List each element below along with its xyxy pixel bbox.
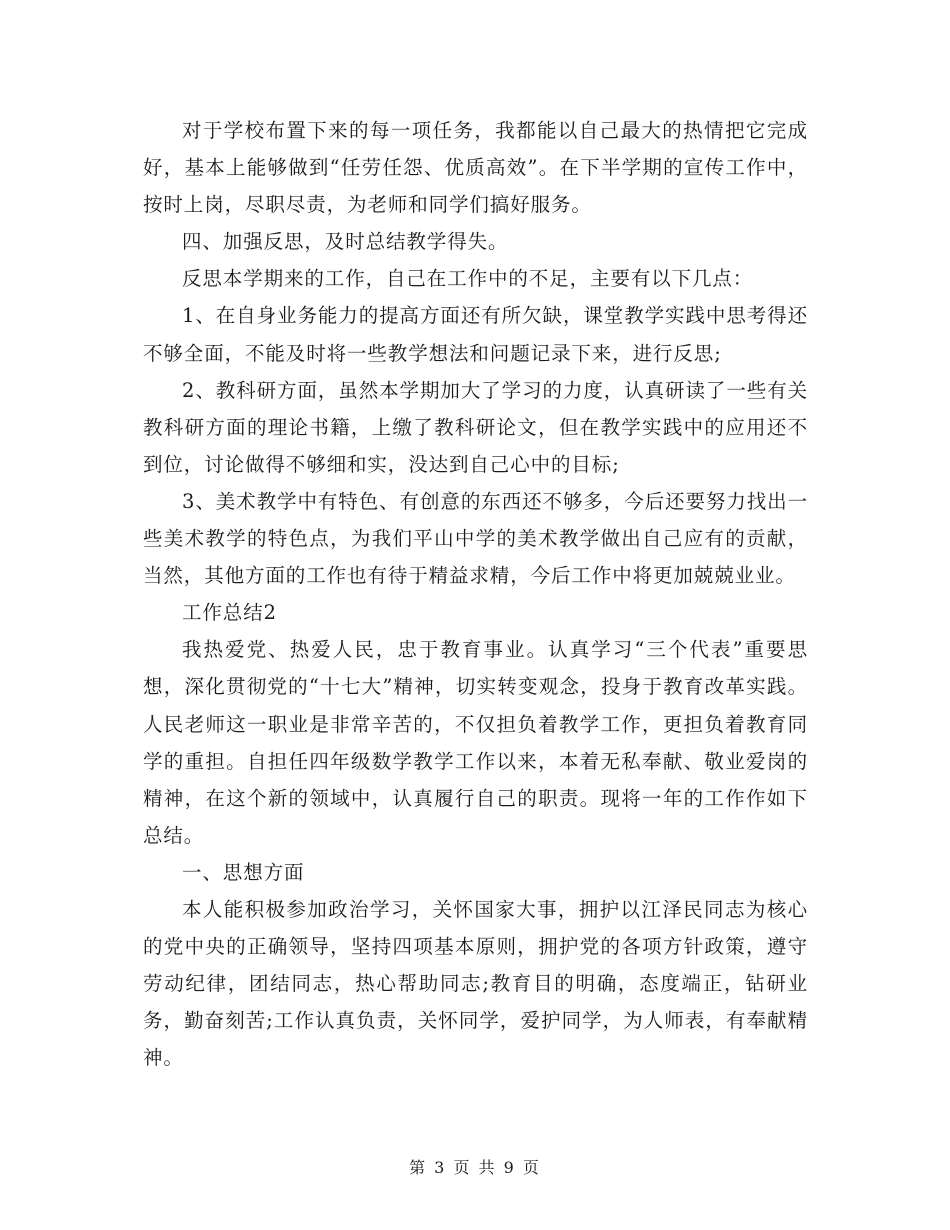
paragraph-reflection-intro: 反思本学期来的工作，自己在工作中的不足，主要有以下几点： bbox=[182, 267, 754, 291]
section-heading-thought: 一、思想方面 bbox=[182, 860, 305, 884]
page-number-footer: 第 3 页 共 9 页 bbox=[409, 1158, 541, 1177]
document-body bbox=[143, 112, 808, 1076]
section-heading-summary-2: 工作总结2 bbox=[182, 601, 277, 625]
paragraph-point-3: 3、美术教学中有特色、有创意的东西还不够多，今后还要努力找出一些美术教学的特色点，为我们平山中学的美术教学做出自己应有的贡献，当然，其他方面的工作也有待于精益求精，今后工作中将更加兢兢业业。 bbox=[143, 489, 808, 588]
paragraph-point-1: 1、在自身业务能力的提高方面还有所欠缺，课堂教学实践中思考得还不够全面，不能及时将一些教学想法和问题记录下来，进行反思; bbox=[143, 304, 808, 365]
section-heading-reflection: 四、加强反思，及时总结教学得失。 bbox=[182, 230, 509, 254]
paragraph-point-2: 2、教科研方面，虽然本学期加大了学习的力度，认真研读了一些有关教科研方面的理论书籍，上缴了教科研论文，但在教学实践中的应用还不到位，讨论做得不够细和实，没达到自己心中的目标; bbox=[143, 378, 808, 476]
paragraph-task-completion: 对于学校布置下来的每一项任务，我都能以自己最大的热情把它完成好，基本上能够做到“任劳任怨、优质高效”。在下半学期的宣传工作中，按时上岗，尽职尽责，为老师和同学们搞好服务。 bbox=[143, 119, 808, 217]
paragraph-thought: 本人能积极参加政治学习，关怀国家大事，拥护以江泽民同志为核心的党中央的正确领导，坚持四项基本原则，拥护党的各项方针政策，遵守劳动纪律，团结同志，热心帮助同志;教育目的明确，态度端正，钻研业务，勤奋刻苦;工作认真负责，关怀同学，爱护同学，为人师表，有奉献精神。 bbox=[143, 897, 808, 1070]
paragraph-summary-intro: 我热爱党、热爱人民，忠于教育事业。认真学习“三个代表”重要思想，深化贯彻党的“十七大”精神，切实转变观念，投身于教育改革实践。人民老师这一职业是非常辛苦的，不仅担负着教学工作，更担负着教育同学的重担。自担任四年级数学教学工作以来，本着无私奉献、敬业爱岗的精神，在这个新的领域中，认真履行自己的职责。现将一年的工作作如下总结。 bbox=[143, 638, 808, 847]
